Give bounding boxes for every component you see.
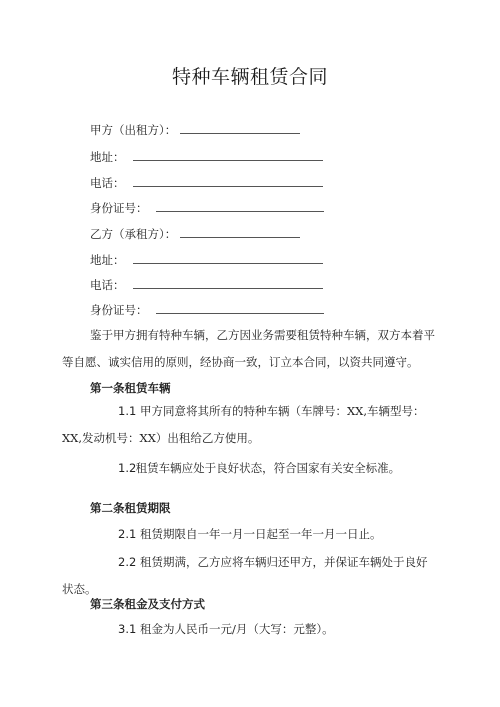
party-b-phone-blank (133, 277, 323, 289)
party-b-phone-label: 电话： (90, 278, 125, 292)
clause-1-2-number: 1.2 (118, 461, 137, 475)
clause-2-2 (62, 549, 438, 603)
party-b-address-blank (133, 252, 323, 264)
party-a-name-line (90, 122, 300, 138)
party-a-name-label: 甲方（出租方）： (90, 123, 177, 137)
party-b-name-blank (180, 226, 300, 238)
clause-3-1-text: 租金为人民币一元/月（大写：元整）。 (139, 622, 334, 636)
party-a-phone-line (90, 175, 323, 191)
party-a-name-blank (180, 122, 300, 134)
clause-3-1-number: 3.1 (118, 622, 137, 636)
party-b-name-label: 乙方（承租方）： (90, 227, 177, 241)
party-b-id-line (90, 302, 324, 318)
preamble-paragraph: 鉴于甲方拥有特种车辆，乙方因业务需要租赁特种车辆，双方本着平等自愿、诚实信用的原则，经协商一致，订立本合同，以资共同遵守。 (62, 328, 435, 369)
clause-3-1 (62, 616, 438, 643)
clause-2-2-text: 租赁期满，乙方应将车辆归还甲方，并保证车辆处于良好状态。 (62, 555, 428, 596)
clause-2-1-text: 租赁期限自一年一月一日起至一年一月一日止。 (139, 527, 382, 541)
party-a-phone-blank (133, 175, 323, 187)
clause-2-1 (62, 521, 438, 548)
clause-2-2-number: 2.2 (118, 555, 137, 569)
party-b-name-line (90, 226, 300, 242)
clause-2-1-number: 2.1 (118, 527, 137, 541)
clause-1-2-text: 租赁车辆应处于良好状态，符合国家有关安全标准。 (135, 461, 401, 475)
document-title: 特种车辆租赁合同 (171, 66, 328, 88)
party-b-phone-line (90, 277, 323, 293)
party-b-id-blank (156, 302, 324, 314)
party-a-id-line (90, 200, 324, 216)
party-a-phone-label: 电话： (90, 176, 125, 190)
party-a-address-blank (133, 149, 323, 161)
party-b-id-label: 身份证号： (90, 303, 148, 317)
party-b-address-label: 地址： (90, 253, 125, 267)
clause-1-2 (62, 455, 438, 482)
party-a-address-line (90, 149, 323, 165)
clause-1-1-number: 1.1 (118, 404, 137, 418)
clause-1-1-text: 甲方同意将其所有的特种车辆（车牌号：XX,车辆型号：XX,发动机号：XX）出租给乙方使用。 (62, 404, 425, 445)
article1-heading: 第一条租赁车辆 (90, 381, 171, 395)
party-a-id-label: 身份证号： (90, 201, 148, 215)
article2-heading: 第二条租赁期限 (90, 501, 171, 515)
party-a-id-blank (156, 200, 324, 212)
party-b-address-line (90, 252, 323, 268)
clause-1-1 (62, 398, 438, 452)
article3-heading: 第三条租金及支付方式 (90, 597, 205, 611)
party-a-address-label: 地址： (90, 150, 125, 164)
